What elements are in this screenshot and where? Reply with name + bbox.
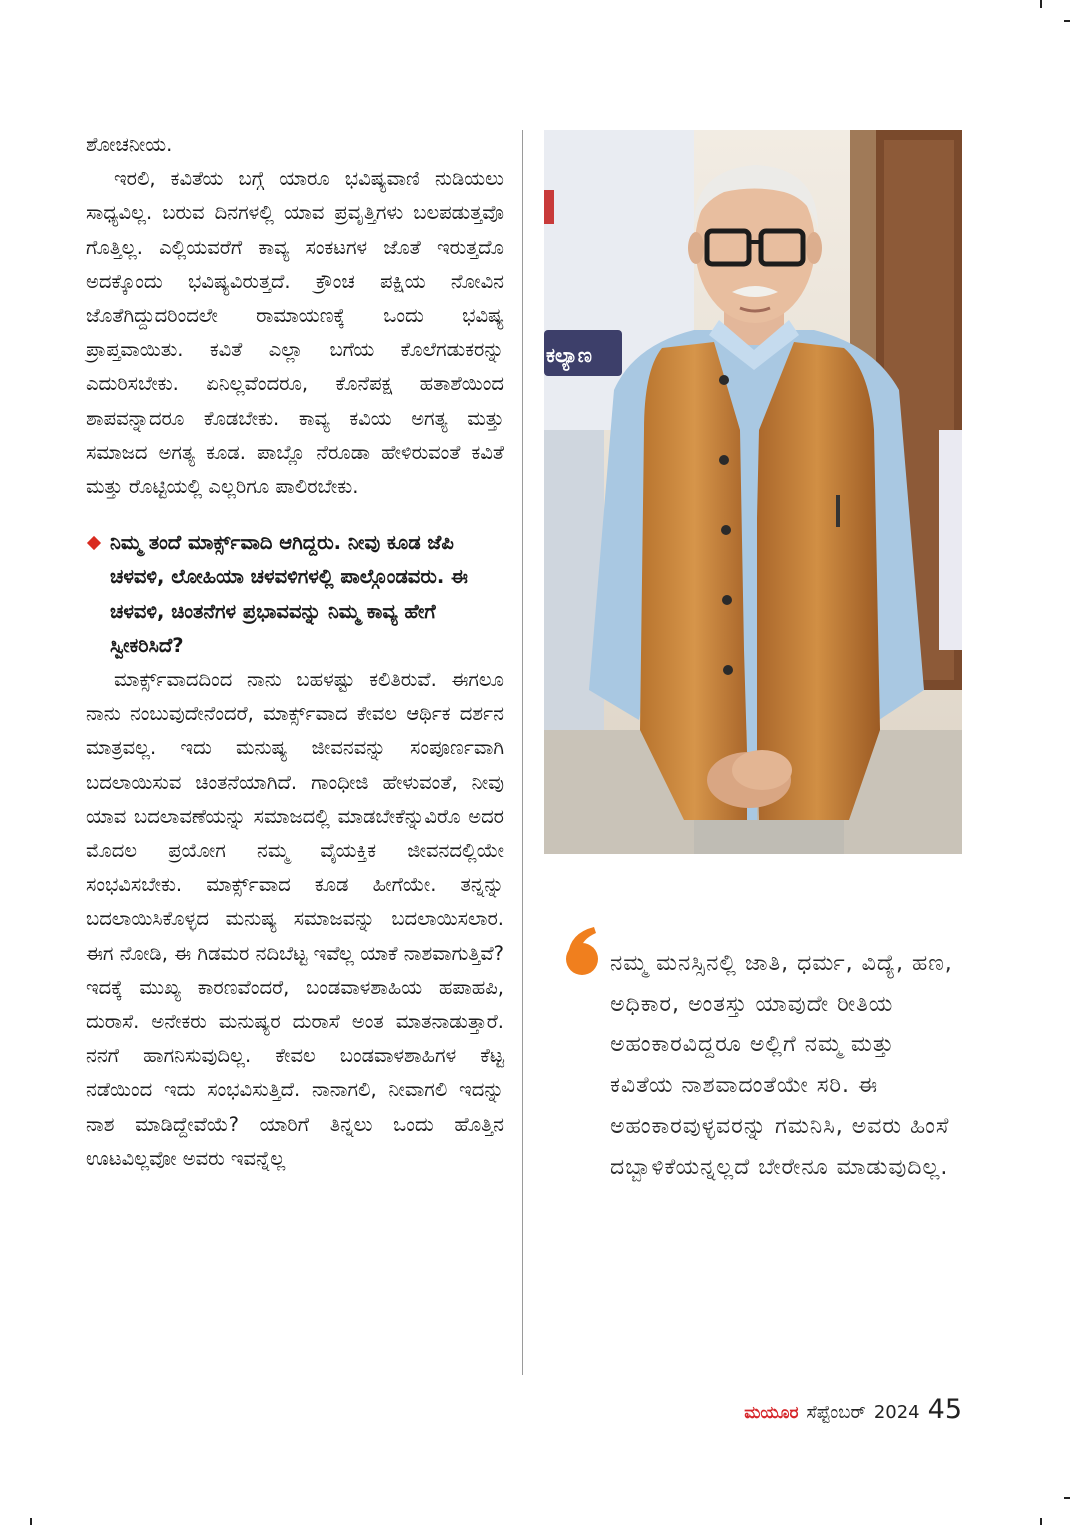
article-paragraph: ಇರಲಿ, ಕವಿತೆಯ ಬಗ್ಗೆ ಯಾರೂ ಭವಿಷ್ಯವಾಣಿ ನುಡಿಯಲು ಸಾಧ್ಯವಿಲ್ಲ. ಬರುವ ದಿನಗಳಲ್ಲಿ ಯಾವ ಪ್ರವೃತ್ತಿಗಳು ಬಲಪಡುತ್ತವೊ ಗೊತ್ತಿಲ್ಲ. ಎಲ್ಲಿಯವರೆಗೆ ಕಾವ್ಯ ಸಂಕಟಗಳ ಜೊತೆ ಇರುತ್ತದೊ ಅದಕ್ಕೊಂದು ಭವಿಷ್ಯವಿರುತ್ತದೆ. ಕ್ರೌಂಚ ಪಕ್ಷಿಯ ನೋವಿನ ಜೊತೆಗಿದ್ದುದರಿಂದಲೇ ರಾಮಾಯಣಕ್ಕೆ ಒಂದು ಭವಿಷ್ಯ ಪ್ರಾಪ್ತವಾಯಿತು. ಕವಿತೆ ಎಲ್ಲಾ ಬಗೆಯ ಕೊಲೆಗಡುಕರನ್ನು ಎದುರಿಸಬೇಕು. ಏನಿಲ್ಲವೆಂದರೂ, ಕೊನೆಪಕ್ಷ ಹತಾಶೆಯಿಂದ ಶಾಪವನ್ನಾದರೂ ಕೊಡಬೇಕು. ಕಾವ್ಯ ಕವಿಯ ಅಗತ್ಯ ಮತ್ತು ಸಮಾಜದ ಅಗತ್ಯ ಕೂಡ. ಪಾಬ್ಲೊ ನೆರೂಡಾ ಹೇಳಿರುವಂತೆ ಕವಿತೆ ಮತ್ತು ರೊಟ್ಟಿಯಲ್ಲಿ ಎಲ್ಲರಿಗೂ ಪಾಲಿರಬೇಕು. (86, 167, 504, 499)
crop-mark-bottom-right (1040, 1518, 1042, 1525)
interview-question (86, 526, 504, 663)
quote-mark-icon (560, 925, 604, 977)
page-number: 45 (927, 1394, 962, 1425)
page-footer (744, 1394, 962, 1428)
crop-mark-right-top (1064, 20, 1070, 22)
question-text: ನಿಮ್ಮ ತಂದೆ ಮಾರ್ಕ್ಸ್‌ವಾದಿ ಆಗಿದ್ದರು. ನೀವು ಕೂಡ ಜೆಪಿ ಚಳವಳಿ, ಲೋಹಿಯಾ ಚಳವಳಿಗಳಲ್ಲಿ ಪಾಲ್ಗೊಂಡವರು. ಈ ಚಳವಳಿ, ಚಿಂತನೆಗಳ ಪ್ರಭಾವವನ್ನು ನಿಮ್ಮ ಕಾವ್ಯ ಹೇಗೆ ಸ್ವೀಕರಿಸಿದೆ? (110, 531, 468, 657)
issue-year: 2024 (873, 1402, 920, 1423)
banner-text: ಕಲ್ಯಾಣ (546, 343, 592, 367)
magazine-brand: ಮಯೂರ (744, 1403, 799, 1423)
crop-mark-right-bottom (1064, 1497, 1070, 1499)
crop-mark-bottom-left (30, 1518, 32, 1525)
portrait-photo (544, 130, 962, 854)
crop-mark-top-right (1040, 0, 1042, 8)
article-column (86, 128, 504, 1176)
bullet-diamond-icon (87, 536, 101, 550)
issue-month: ಸೆಪ್ಟೆಂಬರ್ (806, 1402, 866, 1423)
article-paragraph: ಶೋಚನೀಯ. (86, 133, 173, 156)
pull-quote-text: ನಮ್ಮ ಮನಸ್ಸಿನಲ್ಲಿ ಜಾತಿ, ಧರ್ಮ, ವಿದ್ಯೆ, ಹಣ, ಅಧಿಕಾರ, ಅಂತಸ್ತು ಯಾವುದೇ ರೀತಿಯ ಅಹಂಕಾರವಿದ್ದರೂ ಅಲ್ಲಿಗೆ ನಮ್ಮ ಮತ್ತು ಕವಿತೆಯ ನಾಶವಾದಂತೆಯೇ ಸರಿ. ಈ ಅಹಂಕಾರವುಳ್ಳವರನ್ನು ಗಮನಿಸಿ, ಅವರು ಹಿಂಸೆ ದಬ್ಬಾಳಿಕೆಯನ್ನಲ್ಲದೆ ಬೇರೇನೂ ಮಾಡುವುದಿಲ್ಲ. (610, 951, 953, 1180)
column-divider (522, 130, 523, 1375)
answer-paragraph: ಮಾರ್ಕ್ಸ್‌ವಾದದಿಂದ ನಾನು ಬಹಳಷ್ಟು ಕಲಿತಿರುವೆ. ಈಗಲೂ ನಾನು ನಂಬುವುದೇನೆಂದರೆ, ಮಾರ್ಕ್ಸ್‌ವಾದ ಕೇವಲ ಆರ್ಥಿಕ ದರ್ಶನ ಮಾತ್ರವಲ್ಲ. ಇದು ಮನುಷ್ಯ ಜೀವನವನ್ನು ಸಂಪೂರ್ಣವಾಗಿ ಬದಲಾಯಿಸುವ ಚಿಂತನೆಯಾಗಿದೆ. ಗಾಂಧೀಜಿ ಹೇಳುವಂತೆ, ನೀವು ಯಾವ ಬದಲಾವಣೆಯನ್ನು ಸಮಾಜದಲ್ಲಿ ಮಾಡಬೇಕೆನ್ನುವಿರೊ ಅದರ ಮೊದಲ ಪ್ರಯೋಗ ನಮ್ಮ ವೈಯಕ್ತಿಕ ಜೀವನದಲ್ಲಿಯೇ ಸಂಭವಿಸಬೇಕು. ಮಾರ್ಕ್ಸ್‌ವಾದ ಕೂಡ ಹೀಗೆಯೇ. ತನ್ನನ್ನು ಬದಲಾಯಿಸಿಕೊಳ್ಳದ ಮನುಷ್ಯ ಸಮಾಜವನ್ನು ಬದಲಾಯಿಸಲಾರ. ಈಗ ನೋಡಿ, ಈ ಗಿಡಮರ ನದಿಬೆಟ್ಟ ಇವೆಲ್ಲ ಯಾಕೆ ನಾಶವಾಗುತ್ತಿವೆ? ಇದಕ್ಕೆ ಮುಖ್ಯ ಕಾರಣವೆಂದರೆ, ಬಂಡವಾಳಶಾಹಿಯ ಹಪಾಹಪಿ, ದುರಾಸೆ. ಅನೇಕರು ಮನುಷ್ಯರ ದುರಾಸೆ ಅಂತ ಮಾತನಾಡುತ್ತಾರೆ. ನನಗೆ ಹಾಗನಿಸುವುದಿಲ್ಲ. ಕೇವಲ ಬಂಡವಾಳಶಾಹಿಗಳ ಕೆಟ್ಟ ನಡೆಯಿಂದ ಇದು ಸಂಭವಿಸುತ್ತಿದೆ. ನಾನಾಗಲಿ, ನೀವಾಗಲಿ ಇದನ್ನು ನಾಶ ಮಾಡಿದ್ದೇವೆಯೆ? ಯಾರಿಗೆ ತಿನ್ನಲು ಒಂದು ಹೊತ್ತಿನ ಊಟವಿಲ್ಲವೋ ಅವರು ಇವನ್ನೆಲ್ಲ (86, 668, 504, 1170)
